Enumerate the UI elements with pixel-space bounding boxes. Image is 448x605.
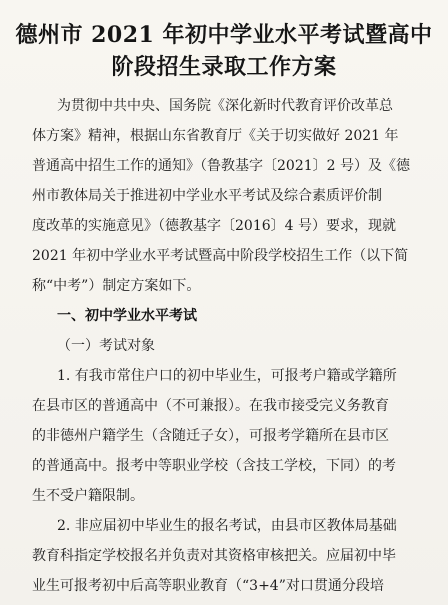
item-1-line: 的非德州户籍学生（含随迁子女），可报考学籍所在县市区: [32, 428, 389, 444]
item-1-line: 的普通高中。报考中等职业学校（含技工学校，下同）的考: [32, 458, 396, 474]
item-2-line: 教育科指定学校报名并负责对其资格审核把关。应届初中毕: [32, 548, 396, 564]
item-1-line: 1. 有我市常住户口的初中毕业生，可报考户籍或学籍所: [57, 368, 397, 384]
intro-line: 度改革的实施意见》（德教基字〔2016〕4 号）要求，现就: [32, 218, 396, 234]
intro-line: 州市教体局关于推进初中学业水平考试及综合素质评价制: [32, 188, 382, 204]
intro-line: 为贯彻中共中央、国务院《深化新时代教育评价改革总: [57, 98, 393, 114]
intro-line: 称“中考”）制定方案如下。: [32, 278, 201, 294]
item-1-line: 生不受户籍限制。: [32, 488, 144, 504]
document-title-line-2: 阶段招生录取工作方案: [111, 54, 337, 80]
subsection-heading: （一）考试对象: [57, 338, 155, 354]
item-2-line: 业生可报考初中后高等职业教育（“3+4”对口贯通分段培: [32, 578, 384, 594]
intro-line: 普通高中招生工作的通知》（鲁教基字〔2021〕2 号）及《德: [32, 158, 410, 174]
intro-line: 2021 年初中学业水平考试暨高中阶段学校招生工作（以下简: [32, 248, 409, 264]
item-1-line: 在县市区的普通高中（不可兼报）。在我市接受完义务教育: [32, 398, 389, 414]
item-2-line: 2. 非应届初中毕业生的报名考试，由县市区教体局基础: [57, 518, 397, 534]
section-heading: 一、初中学业水平考试: [57, 308, 197, 324]
document-title-line-1: 德州市 2021 年初中学业水平考试暨高中: [15, 22, 433, 48]
intro-line: 体方案》精神，根据山东省教育厅《关于切实做好 2021 年: [32, 128, 399, 144]
